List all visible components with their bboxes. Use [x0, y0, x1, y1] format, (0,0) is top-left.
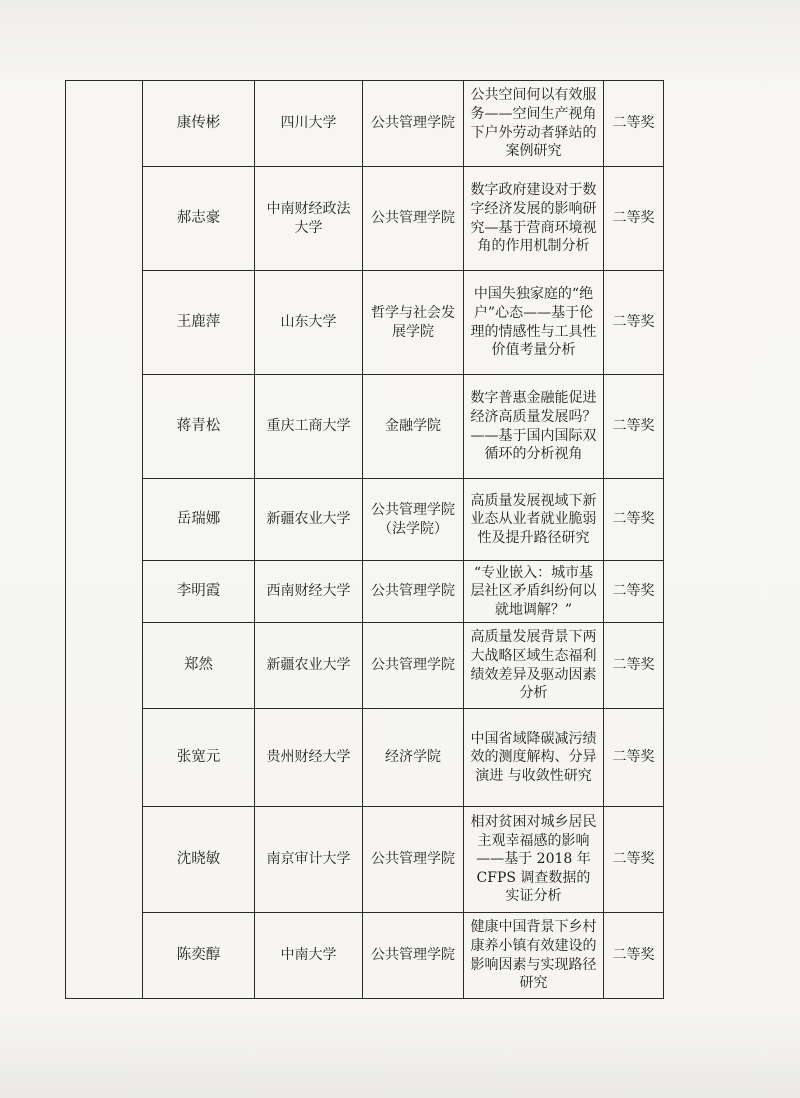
paper-title: 相对贫困对城乡居民主观幸福感的影响 ——基于 2018 年 CFPS 调查数据的实证分析 — [464, 807, 604, 913]
award-level: 二等奖 — [604, 709, 664, 807]
table-row — [66, 271, 664, 375]
award-level: 二等奖 — [604, 807, 664, 913]
merged-category-cell — [66, 81, 143, 999]
university-name: 南京审计大学 — [255, 807, 363, 913]
university-name: 贵州财经大学 — [255, 709, 363, 807]
college-name: 公共管理学院 — [363, 81, 464, 167]
table-row — [66, 561, 664, 623]
award-level: 二等奖 — [604, 479, 664, 561]
student-name: 陈奕醇 — [143, 913, 255, 999]
student-name: 蒋青松 — [143, 375, 255, 479]
university-name: 中南大学 — [255, 913, 363, 999]
table-row — [66, 709, 664, 807]
student-name: 郑然 — [143, 623, 255, 709]
table-row — [66, 913, 664, 999]
award-level: 二等奖 — [604, 167, 664, 271]
paper-title: 中国失独家庭的“绝户”心态——基于伦理的情感性与工具性价值考量分析 — [464, 271, 604, 375]
student-name: 郝志豪 — [143, 167, 255, 271]
award-level: 二等奖 — [604, 271, 664, 375]
student-name: 张宽元 — [143, 709, 255, 807]
award-table — [65, 80, 664, 999]
student-name: 王鹿萍 — [143, 271, 255, 375]
college-name: 金融学院 — [363, 375, 464, 479]
college-name: 公共管理学院 — [363, 167, 464, 271]
university-name: 山东大学 — [255, 271, 363, 375]
college-name: 哲学与社会发展学院 — [363, 271, 464, 375]
award-level: 二等奖 — [604, 81, 664, 167]
table-row — [66, 81, 664, 167]
college-name: 公共管理学院（法学院） — [363, 479, 464, 561]
award-level: 二等奖 — [604, 561, 664, 623]
paper-title: 中国省域降碳减污绩效的测度解构、分异演进 与收敛性研究 — [464, 709, 604, 807]
university-name: 西南财经大学 — [255, 561, 363, 623]
college-name: 公共管理学院 — [363, 807, 464, 913]
paper-title: 公共空间何以有效服务——空间生产视角下户外劳动者驿站的案例研究 — [464, 81, 604, 167]
award-level: 二等奖 — [604, 623, 664, 709]
college-name: 经济学院 — [363, 709, 464, 807]
college-name: 公共管理学院 — [363, 561, 464, 623]
paper-title: “专业嵌入：城市基层社区矛盾纠纷何以就地调解？” — [464, 561, 604, 623]
table-row — [66, 375, 664, 479]
table-row — [66, 167, 664, 271]
student-name: 李明霞 — [143, 561, 255, 623]
university-name: 重庆工商大学 — [255, 375, 363, 479]
college-name: 公共管理学院 — [363, 913, 464, 999]
university-name: 新疆农业大学 — [255, 623, 363, 709]
college-name: 公共管理学院 — [363, 623, 464, 709]
student-name: 岳瑞娜 — [143, 479, 255, 561]
university-name: 新疆农业大学 — [255, 479, 363, 561]
paper-title: 高质量发展背景下两大战略区域生态福利绩效差异及驱动因素分析 — [464, 623, 604, 709]
table-row — [66, 479, 664, 561]
student-name: 康传彬 — [143, 81, 255, 167]
award-level: 二等奖 — [604, 375, 664, 479]
paper-title: 数字政府建设对于数字经济发展的影响研究—基于营商环境视角的作用机制分析 — [464, 167, 604, 271]
table-row — [66, 623, 664, 709]
student-name: 沈晓敏 — [143, 807, 255, 913]
paper-title: 数字普惠金融能促进经济高质量发展吗？——基于国内国际双循环的分析视角 — [464, 375, 604, 479]
university-name: 中南财经政法大学 — [255, 167, 363, 271]
paper-title: 健康中国背景下乡村康养小镇有效建设的影响因素与实现路径研究 — [464, 913, 604, 999]
award-level: 二等奖 — [604, 913, 664, 999]
table-row — [66, 807, 664, 913]
paper-title: 高质量发展视域下新业态从业者就业脆弱性及提升路径研究 — [464, 479, 604, 561]
university-name: 四川大学 — [255, 81, 363, 167]
